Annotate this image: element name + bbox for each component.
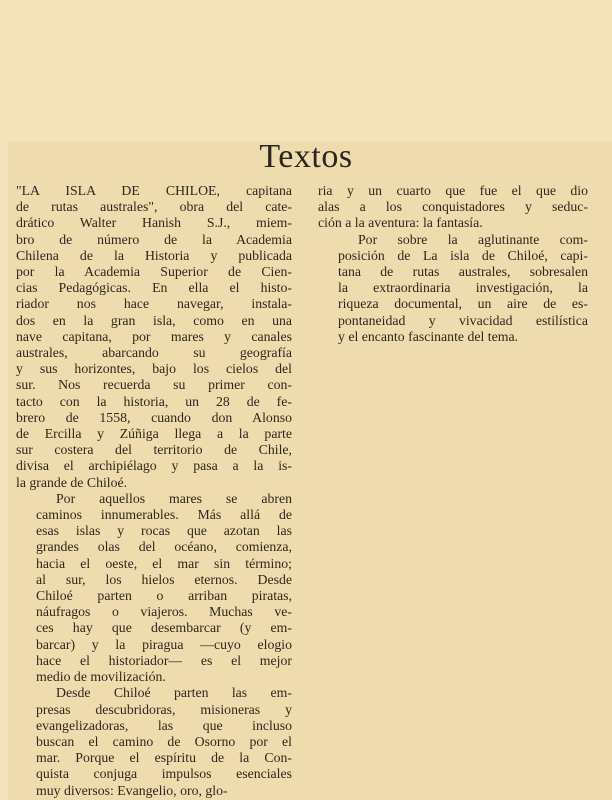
text-line: divisa el archipiélago y pasa a la is-	[16, 458, 292, 474]
text-line: ces hay que desembarcar (y em-	[36, 620, 292, 636]
text-line: quista conjuga impulsos esenciales	[36, 766, 292, 782]
text-line: la grande de Chiloé.	[16, 474, 128, 490]
text-line: presas descubridoras, misioneras y	[36, 701, 292, 717]
text-line: hacia el oeste, el mar sin término;	[36, 555, 292, 571]
article-column-right	[318, 183, 588, 345]
text-line: y sus horizontes, bajo los cielos del	[16, 361, 292, 377]
text-line: riqueza documental, un aire de es-	[338, 296, 588, 312]
text-line: drático Walter Hanish S.J., miem-	[16, 215, 292, 231]
text-line: muy diversos: Evangelio, oro, glo-	[36, 782, 228, 798]
text-line: evangelizadoras, las que incluso	[36, 717, 292, 733]
text-line: "LA ISLA DE CHILOE, capitana	[16, 183, 292, 198]
text-line: buscan el camino de Osorno por el	[36, 733, 292, 749]
text-line: brero de 1558, cuando don Alonso	[16, 409, 292, 425]
text-line: ción a la aventura: la fantasía.	[318, 215, 483, 231]
text-line: por la Academia Superior de Cien-	[16, 264, 292, 280]
text-line: pontaneidad y vivacidad estilística	[338, 312, 588, 328]
article-paragraph	[16, 685, 292, 798]
text-line: posición de La isla de Chiloé, capi-	[338, 247, 588, 263]
article-paragraph	[16, 183, 292, 491]
text-line: riador nos hace navegar, instala-	[16, 296, 292, 312]
text-line: ria y un cuarto que fue el que dio	[318, 183, 588, 198]
text-line: medio de movilización.	[36, 669, 166, 685]
article-paragraph	[16, 491, 292, 685]
text-line: alas a los conquistadores y seduc-	[318, 199, 588, 215]
article-column-left	[16, 183, 292, 799]
text-line: grandes olas del océano, comienza,	[36, 539, 292, 555]
text-line: hace el historiador— es el mejor	[36, 652, 292, 668]
text-line: caminos innumerables. Más allá de	[36, 507, 292, 523]
article-paragraph	[318, 232, 588, 345]
text-line: dos en la gran isla, como en una	[16, 312, 292, 328]
text-line: Chiloé parten o arriban piratas,	[36, 588, 292, 604]
text-line: sur costera del territorio de Chile,	[16, 442, 292, 458]
text-line: de rutas australes", obra del cate-	[16, 199, 292, 215]
text-line: esas islas y rocas que azotan las	[36, 523, 292, 539]
text-line: barcar) y la piragua —cuyo elogio	[36, 636, 292, 652]
article-title: Textos	[259, 138, 353, 175]
text-line: tacto con la historia, un 28 de fe-	[16, 393, 292, 409]
text-line: Chilena de la Historia y publicada	[16, 247, 292, 263]
text-line: tana de rutas australes, sobresalen	[338, 264, 588, 280]
text-line: cias Pedagógicas. En ella el histo-	[16, 280, 292, 296]
text-line: náufragos o viajeros. Muchas ve-	[36, 604, 292, 620]
text-line: Por aquellos mares se abren	[56, 490, 292, 506]
text-line: nave capitana, por mares y canales	[16, 328, 292, 344]
text-line: Desde Chiloé parten las em-	[56, 685, 292, 701]
text-line: la extraordinaria investigación, la	[338, 280, 588, 296]
text-line: bro de número de la Academia	[16, 231, 292, 247]
text-line: de Ercilla y Zúñiga llega a la parte	[16, 426, 292, 442]
text-line: Por sobre la aglutinante com-	[358, 231, 588, 247]
text-line: y el encanto fascinante del tema.	[338, 328, 519, 344]
text-line: mar. Porque el espíritu de la Con-	[36, 750, 292, 766]
article-paragraph	[318, 183, 588, 232]
text-line: al sur, los hielos eternos. Desde	[36, 571, 292, 587]
text-line: australes, abarcando su geografía	[16, 345, 292, 361]
text-line: sur. Nos recuerda su primer con-	[16, 377, 292, 393]
